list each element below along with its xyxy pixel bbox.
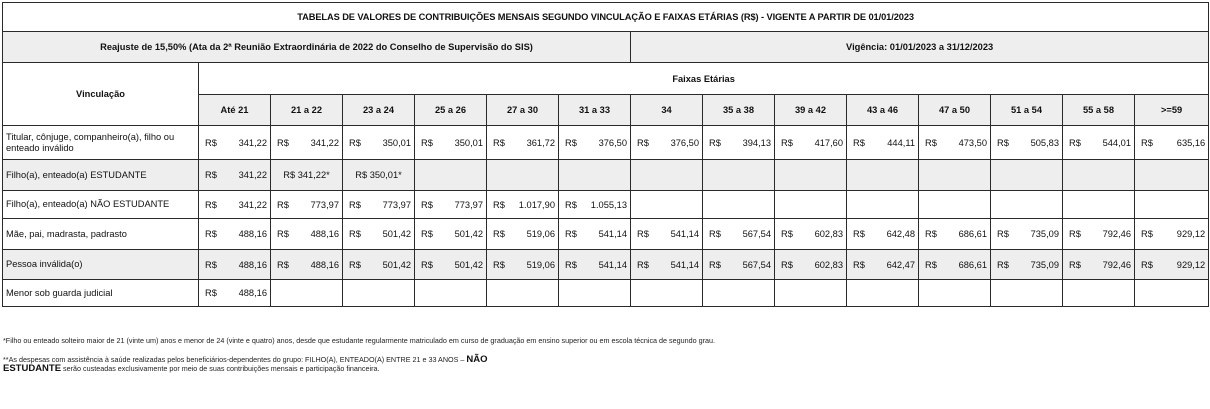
value-wrap: [781, 229, 843, 239]
value-cell: [487, 219, 559, 250]
empty-cell: [559, 160, 631, 191]
value-wrap: [493, 138, 555, 148]
value-wrap: [421, 200, 483, 210]
value-wrap: [1141, 260, 1205, 270]
value-wrap: [925, 138, 987, 148]
value-cell: [199, 160, 271, 191]
amount: 642,47: [886, 259, 915, 270]
currency-symbol: R$: [637, 259, 649, 270]
empty-cell: [919, 160, 991, 191]
value-cell: [847, 250, 919, 280]
age-range-header: 25 a 26: [415, 95, 487, 126]
value-cell: [631, 219, 703, 250]
empty-cell: [559, 280, 631, 307]
footnote-estudante: *Filho ou enteado solteiro maior de 21 (vinte um) anos e menor de 24 (vinte e quatro) anos, desde que estudante regularmente matriculado em curso de graduação em ensino superior ou em escola técnica de segundo grau.: [3, 336, 715, 345]
amount: 341,22: [310, 137, 339, 148]
amount: 341,22: [238, 137, 267, 148]
amount: 501,42: [454, 229, 483, 239]
currency-symbol: R$: [349, 199, 361, 210]
age-range-header: >=59: [1135, 95, 1209, 126]
faixas-header-row: [3, 63, 1209, 95]
subtitle-row: [3, 32, 1209, 63]
amount: 1.055,13: [590, 199, 627, 210]
amount: 602,83: [814, 259, 843, 270]
currency-symbol: R$: [637, 137, 649, 148]
amount: 488,16: [238, 288, 267, 298]
amount: 544,01: [1102, 137, 1131, 148]
amount: 541,14: [670, 229, 699, 239]
amount: 417,60: [814, 137, 843, 148]
empty-cell: [487, 280, 559, 307]
currency-symbol: R$: [1069, 259, 1081, 270]
value-wrap: [1069, 260, 1131, 270]
amount: 473,50: [958, 137, 987, 148]
amount: 501,42: [454, 259, 483, 270]
amount: 350,01: [382, 137, 411, 148]
currency-symbol: R$: [781, 229, 793, 239]
value-cell: [487, 126, 559, 160]
empty-cell: [703, 280, 775, 307]
empty-cell: [847, 160, 919, 191]
amount: 541,14: [598, 259, 627, 270]
amount: 929,12: [1176, 259, 1206, 270]
value-cell: [343, 250, 415, 280]
age-range-header: 21 a 22: [271, 95, 343, 126]
value-cell: [1063, 126, 1135, 160]
footnotes: [3, 336, 723, 383]
vinculacao-label: Filho(a), enteado(a) ESTUDANTE: [3, 160, 199, 191]
amount: 792,46: [1102, 259, 1131, 270]
value-wrap: [205, 229, 267, 239]
value-wrap: [781, 138, 843, 148]
value-wrap: [709, 138, 771, 148]
amount: 341,22: [238, 170, 267, 180]
currency-symbol: R$: [565, 259, 577, 270]
value-wrap: [997, 260, 1059, 270]
value-cell: [919, 250, 991, 280]
empty-cell: [919, 280, 991, 307]
currency-symbol: R$: [709, 229, 721, 239]
age-range-header: 23 a 24: [343, 95, 415, 126]
value-wrap: [565, 138, 627, 148]
value-wrap: [205, 200, 267, 210]
value-wrap: [205, 288, 267, 298]
currency-symbol: R$: [565, 229, 577, 239]
currency-symbol: R$: [205, 170, 217, 180]
amount: 519,06: [526, 229, 555, 239]
currency-symbol: R$: [421, 199, 433, 210]
value-wrap: [493, 200, 555, 210]
empty-cell: [775, 280, 847, 307]
currency-symbol: R$: [853, 259, 865, 270]
value-cell: [271, 250, 343, 280]
value-wrap: [421, 138, 483, 148]
empty-cell: [991, 191, 1063, 219]
footnote-text: **As despesas com assistência à saúde realizadas pelos beneficiários-dependentes do grupo: FILHO(A), ENTEADO(A) ENTRE 21 e 33 ANOS –: [3, 354, 467, 364]
footnote-nao-estudante: [3, 355, 723, 374]
value-wrap: [277, 229, 339, 239]
amount: 567,54: [742, 259, 771, 270]
currency-symbol: R$: [1141, 259, 1153, 270]
value-wrap: [997, 138, 1059, 148]
value-cell: [199, 126, 271, 160]
footnote-emphasis: NÃO: [466, 353, 488, 365]
value-wrap: [421, 229, 483, 239]
empty-cell: [991, 280, 1063, 307]
currency-symbol: R$: [421, 259, 433, 270]
age-range-header: 55 a 58: [1063, 95, 1135, 126]
age-range-header: 27 a 30: [487, 95, 559, 126]
value-wrap: [637, 138, 699, 148]
empty-cell: [1063, 191, 1135, 219]
value-cell: [703, 126, 775, 160]
vinculacao-label: Menor sob guarda judicial: [3, 280, 199, 307]
vinculacao-label: Filho(a), enteado(a) NÃO ESTUDANTE: [3, 191, 199, 219]
value-cell: [1135, 126, 1209, 160]
age-range-header: 31 a 33: [559, 95, 631, 126]
currency-symbol: R$: [421, 137, 433, 148]
value-cell: [487, 191, 559, 219]
empty-cell: [631, 191, 703, 219]
value-cell: [631, 126, 703, 160]
value-cell: [559, 191, 631, 219]
amount: 735,09: [1030, 229, 1059, 239]
empty-cell: [631, 160, 703, 191]
currency-symbol: R$: [781, 259, 793, 270]
empty-cell: [415, 280, 487, 307]
value-cell: [343, 219, 415, 250]
value-cell: [775, 250, 847, 280]
amount: 602,83: [814, 229, 843, 239]
amount: 567,54: [742, 229, 771, 239]
value-cell: [199, 280, 271, 307]
amount: 735,09: [1030, 259, 1059, 270]
value-cell: [847, 219, 919, 250]
value-cell: [631, 250, 703, 280]
row-filho-estudante: [3, 160, 1209, 191]
value-wrap: [997, 229, 1059, 239]
currency-symbol: R$: [277, 229, 289, 239]
age-range-header: 43 a 46: [847, 95, 919, 126]
row-mae-pai: [3, 219, 1209, 250]
currency-symbol: R$: [205, 137, 217, 148]
value-cell: [991, 219, 1063, 250]
empty-cell: [775, 160, 847, 191]
currency-symbol: R$: [637, 229, 649, 239]
value-cell: [559, 126, 631, 160]
empty-cell: [1063, 280, 1135, 307]
amount: 361,72: [526, 137, 555, 148]
value-wrap: [277, 138, 339, 148]
value-wrap: [421, 260, 483, 270]
value-wrap: [205, 260, 267, 270]
value-cell: [1063, 219, 1135, 250]
amount: 488,16: [238, 259, 267, 270]
empty-cell: [703, 191, 775, 219]
value-wrap: [205, 138, 267, 148]
empty-cell: [1135, 191, 1209, 219]
currency-symbol: R$: [205, 259, 217, 270]
currency-symbol: R$: [925, 137, 937, 148]
value-cell: [415, 250, 487, 280]
row-menor-guarda: [3, 280, 1209, 307]
amount: 376,50: [670, 137, 699, 148]
value-cell: [415, 126, 487, 160]
empty-cell: [271, 280, 343, 307]
currency-symbol: R$: [1069, 229, 1081, 239]
value-cell: [271, 126, 343, 160]
amount: 1.017,90: [518, 199, 555, 210]
value-cell: [199, 250, 271, 280]
empty-cell: [415, 160, 487, 191]
value-cell: [775, 126, 847, 160]
value-wrap: [925, 229, 987, 239]
value-wrap: [565, 200, 627, 210]
currency-symbol: R$: [925, 229, 937, 239]
empty-cell: [847, 191, 919, 219]
currency-symbol: R$: [925, 259, 937, 270]
amount: 686,61: [958, 259, 987, 270]
value-wrap: [349, 200, 411, 210]
value-cell: [1135, 250, 1209, 280]
value-cell: [1063, 250, 1135, 280]
amount: 501,42: [382, 259, 411, 270]
value-wrap: [1141, 138, 1205, 148]
currency-symbol: R$: [853, 229, 865, 239]
footnote-text: serão custeadas exclusivamente por meio de suas contribuições mensais e participação financeira.: [61, 364, 380, 373]
empty-cell: [991, 160, 1063, 191]
vigencia-text: Vigência: 01/01/2023 a 31/12/2023: [631, 32, 1209, 63]
value-cell: [559, 219, 631, 250]
row-titular: [3, 126, 1209, 160]
value-cell: [991, 250, 1063, 280]
value-wrap: [565, 229, 627, 239]
value-wrap: [709, 260, 771, 270]
value-wrap: [853, 138, 915, 148]
value-wrap: [709, 229, 771, 239]
value-cell: [343, 191, 415, 219]
amount: 541,14: [598, 229, 627, 239]
empty-cell: [1063, 160, 1135, 191]
currency-symbol: R$: [349, 137, 361, 148]
amount: 686,61: [958, 229, 987, 239]
row-filho-nao-estudante: [3, 191, 1209, 219]
currency-symbol: R$: [493, 229, 505, 239]
currency-symbol: R$: [709, 259, 721, 270]
value-cell: [703, 219, 775, 250]
value-cell: [919, 126, 991, 160]
amount: 635,16: [1176, 137, 1206, 148]
currency-symbol: R$: [781, 137, 793, 148]
currency-symbol: R$: [493, 259, 505, 270]
currency-symbol: R$: [997, 229, 1009, 239]
value-wrap: [277, 260, 339, 270]
vinculacao-header: Vinculação: [3, 63, 199, 126]
currency-symbol: R$: [997, 259, 1009, 270]
value-cell: [199, 219, 271, 250]
age-range-header: Até 21: [199, 95, 271, 126]
currency-symbol: R$: [277, 137, 289, 148]
empty-cell: [847, 280, 919, 307]
amount: 488,16: [238, 229, 267, 239]
age-range-header: 34: [631, 95, 703, 126]
vinculacao-label: Mãe, pai, madrasta, padrasto: [3, 219, 199, 250]
contributions-table: [2, 2, 1209, 307]
value-cell: [847, 126, 919, 160]
value-cell: [415, 219, 487, 250]
currency-symbol: R$: [565, 137, 577, 148]
currency-symbol: R$: [853, 137, 865, 148]
age-range-header: 47 a 50: [919, 95, 991, 126]
age-range-header: 35 a 38: [703, 95, 775, 126]
currency-symbol: R$: [565, 199, 577, 210]
currency-symbol: R$: [421, 229, 433, 239]
currency-symbol: R$: [205, 199, 217, 210]
value-wrap: [565, 260, 627, 270]
amount: 350,01: [454, 137, 483, 148]
currency-symbol: R$: [493, 199, 505, 210]
value-cell: [1135, 219, 1209, 250]
empty-cell: [1135, 160, 1209, 191]
currency-symbol: R$: [1141, 137, 1153, 148]
value-cell: [415, 191, 487, 219]
value-wrap: [637, 260, 699, 270]
footnote-emphasis: ESTUDANTE: [3, 363, 62, 374]
vinculacao-label: Pessoa inválida(o): [3, 250, 199, 280]
currency-symbol: R$: [349, 259, 361, 270]
empty-cell: [703, 160, 775, 191]
value-wrap: [349, 138, 411, 148]
value-cell: [271, 191, 343, 219]
currency-symbol: R$: [1069, 137, 1081, 148]
value-cell: [487, 250, 559, 280]
value-cell: [199, 191, 271, 219]
value-wrap: [277, 200, 339, 210]
amount: 773,97: [310, 199, 339, 210]
value-cell: R$ 350,01*: [343, 160, 415, 191]
value-wrap: [205, 170, 267, 180]
table-body: [3, 126, 1209, 307]
amount: 394,13: [742, 137, 771, 148]
row-pessoa-invalida: [3, 250, 1209, 280]
empty-cell: [487, 160, 559, 191]
value-cell: [775, 219, 847, 250]
value-wrap: [493, 260, 555, 270]
value-wrap: [853, 260, 915, 270]
amount: 341,22: [238, 199, 267, 210]
value-cell: [271, 219, 343, 250]
value-wrap: [637, 229, 699, 239]
value-wrap: [925, 260, 987, 270]
value-wrap: [1069, 229, 1131, 239]
title-row: [3, 3, 1209, 32]
amount: 519,06: [526, 259, 555, 270]
value-cell: [343, 126, 415, 160]
value-cell: [559, 250, 631, 280]
table-title: TABELAS DE VALORES DE CONTRIBUIÇÕES MENSAIS SEGUNDO VINCULAÇÃO E FAIXAS ETÁRIAS (R$) - VIGENTE A PARTIR DE 01/01/2023: [3, 3, 1209, 32]
currency-symbol: R$: [277, 199, 289, 210]
empty-cell: [775, 191, 847, 219]
currency-symbol: R$: [205, 229, 217, 239]
value-cell: [991, 126, 1063, 160]
currency-symbol: R$: [205, 288, 217, 298]
value-wrap: [493, 229, 555, 239]
currency-symbol: R$: [997, 137, 1009, 148]
value-wrap: [349, 260, 411, 270]
amount: 505,83: [1030, 137, 1059, 148]
value-cell: [919, 219, 991, 250]
value-wrap: [853, 229, 915, 239]
value-cell: R$ 341,22*: [271, 160, 343, 191]
currency-symbol: R$: [709, 137, 721, 148]
value-cell: [703, 250, 775, 280]
value-wrap: [1069, 138, 1131, 148]
reajuste-text: Reajuste de 15,50% (Ata da 2ª Reunião Extraordinária de 2022 do Conselho de Supervisão do SIS): [3, 32, 631, 63]
age-range-header: 51 a 54: [991, 95, 1063, 126]
empty-cell: [631, 280, 703, 307]
empty-cell: [1135, 280, 1209, 307]
value-wrap: [349, 229, 411, 239]
currency-symbol: R$: [1141, 229, 1153, 239]
amount: 501,42: [382, 229, 411, 239]
vinculacao-label: Titular, cônjuge, companheiro(a), filho ou enteado inválido: [3, 126, 199, 160]
amount: 773,97: [382, 199, 411, 210]
value-wrap: [781, 260, 843, 270]
empty-cell: [919, 191, 991, 219]
faixas-etarias-header: Faixas Etárias: [199, 63, 1209, 95]
amount: 488,16: [310, 259, 339, 270]
amount: 773,97: [454, 199, 483, 210]
amount: 792,46: [1102, 229, 1131, 239]
amount: 642,48: [886, 229, 915, 239]
currency-symbol: R$: [493, 137, 505, 148]
currency-symbol: R$: [277, 259, 289, 270]
amount: 488,16: [310, 229, 339, 239]
amount: 376,50: [598, 137, 627, 148]
currency-symbol: R$: [349, 229, 361, 239]
amount: 444,11: [887, 137, 915, 148]
age-range-header: 39 a 42: [775, 95, 847, 126]
amount: 541,14: [670, 259, 699, 270]
empty-cell: [343, 280, 415, 307]
value-wrap: [1141, 229, 1205, 239]
amount: 929,12: [1176, 229, 1206, 239]
